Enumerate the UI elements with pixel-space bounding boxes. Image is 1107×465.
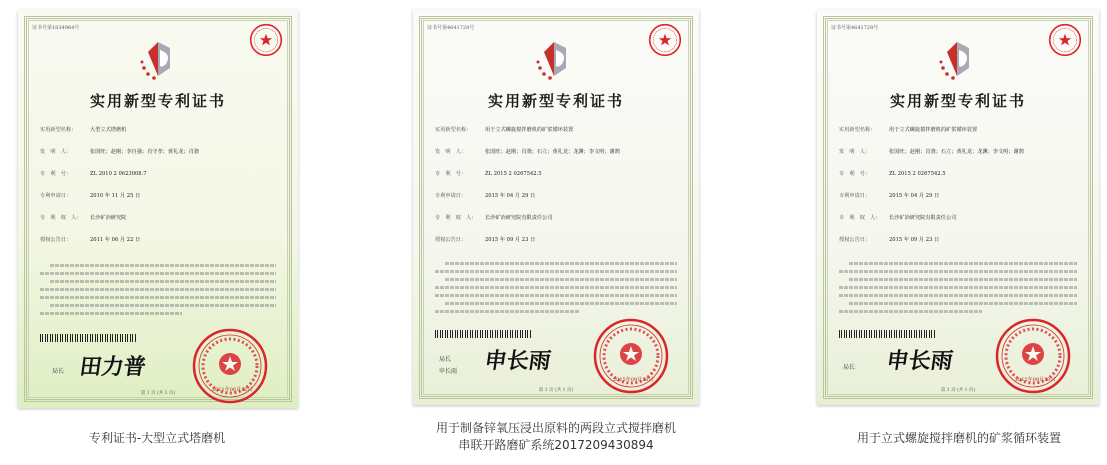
card-caption[interactable] (794, 430, 1107, 447)
certificate-body-text (839, 262, 1077, 318)
field-utility-name (435, 126, 679, 148)
field-value: 用于立式螺旋搅拌磨机的矿浆循环装置 (485, 127, 574, 133)
field-label: 授权公告日： (839, 237, 871, 243)
field-value: 张国旺；赵刚；李自强；肖守孝；黄礼龙；肖骁 (90, 149, 199, 155)
page-number: 第 1 页 (共 1 页) (538, 388, 574, 393)
certificate-barcode (40, 334, 136, 342)
gallery-card-3[interactable] (790, 0, 1107, 465)
field-patentee (40, 214, 278, 236)
page-number: 第 1 页 (共 1 页) (140, 391, 176, 396)
field-label: 发 明 人： (839, 149, 871, 155)
field-filing-date (435, 192, 679, 214)
gallery-card-2[interactable] (388, 0, 718, 465)
seal-date: 2015年09月23日 (1015, 377, 1056, 383)
director-label: 局长 (52, 368, 65, 375)
certificate-title: 实用新型专利证书 (889, 92, 1026, 110)
field-value: ZL 2015 2 0267542.5 (889, 171, 946, 177)
field-grant-date (839, 236, 1079, 258)
field-value: 长沙矿冶研究院有限责任公司 (889, 215, 957, 221)
field-value: 用于立式螺旋搅拌磨机的矿浆循环装置 (889, 127, 978, 133)
field-grant-date (435, 236, 679, 258)
certificate-title: 实用新型专利证书 (89, 92, 226, 110)
certificate-barcode (839, 330, 935, 338)
field-value: 张国旺；赵刚；肖骁；石立；黄礼龙；龙渊；李文明；谢鹄 (889, 149, 1024, 155)
field-value: 2011 年 06 月 22 日 (90, 237, 141, 243)
certificate-image[interactable] (18, 10, 298, 408)
official-red-seal-icon (647, 22, 683, 58)
certificate-image[interactable] (817, 10, 1099, 405)
field-label: 授权公告日： (435, 237, 467, 243)
certificate-number: 证书号第1834964号 (32, 25, 80, 31)
official-red-seal-icon (993, 316, 1073, 396)
field-label: 专 利 权 人： (839, 215, 881, 221)
certificate-title: 实用新型专利证书 (487, 92, 624, 110)
field-value: 2015 年 04 月 29 日 (485, 193, 536, 199)
seal-date: 2015年09月23日 (613, 377, 654, 383)
card-caption[interactable] (388, 420, 724, 454)
field-label: 专 利 号： (40, 171, 72, 177)
field-label: 实用新型名称： (40, 127, 77, 133)
field-value: 张国旺；赵刚；肖骁；石立；黄礼龙；龙渊；李文明；谢鹄 (485, 149, 620, 155)
certificate-number: 证书号第4641728号 (831, 25, 879, 31)
field-label: 发 明 人： (40, 149, 72, 155)
patent-office-emblem-icon (935, 38, 981, 84)
field-label: 专 利 权 人： (435, 215, 477, 221)
field-patentee (435, 214, 679, 236)
official-red-seal-icon (1047, 22, 1083, 58)
director-signature: 申长雨 (482, 348, 553, 374)
field-value: ZL 2010 2 0623008.7 (90, 171, 147, 177)
field-grant-date (40, 236, 278, 258)
patent-office-emblem-icon (532, 38, 578, 84)
caption-line-2: 串联开路磨矿系统2017209430894 (458, 438, 654, 452)
caption-line-1: 用于立式螺旋搅拌磨机的矿浆循环装置 (856, 431, 1061, 445)
field-inventors (40, 148, 278, 170)
field-label: 实用新型名称： (435, 127, 472, 133)
director-label: 局长 (439, 356, 452, 363)
field-inventors (435, 148, 679, 170)
patent-office-emblem-icon (136, 38, 182, 84)
field-value: 2015 年 09 月 23 日 (485, 237, 536, 243)
certificate-body-text (435, 262, 677, 318)
field-patent-number (435, 170, 679, 192)
card-caption[interactable] (0, 430, 322, 447)
field-value: 长沙矿冶研究院有限责任公司 (485, 215, 553, 221)
director-signature: 申长雨 (884, 348, 955, 374)
field-patent-number (839, 170, 1079, 192)
field-filing-date (40, 192, 278, 214)
certificate-body-text (40, 264, 276, 320)
certificate-fields (435, 126, 679, 258)
field-inventors (839, 148, 1079, 170)
field-patentee (839, 214, 1079, 236)
field-patent-number (40, 170, 278, 192)
certificate-fields (40, 126, 278, 258)
field-value: ZL 2015 2 0267542.5 (485, 171, 542, 177)
official-red-seal-icon (248, 22, 284, 58)
field-label: 专 利 权 人： (40, 215, 82, 221)
caption-line-1: 专利证书-大型立式塔磨机 (88, 431, 226, 445)
field-filing-date (839, 192, 1079, 214)
certificate-fields (839, 126, 1079, 258)
field-label: 专利申请日： (435, 193, 467, 199)
seal-date: 2011年06月22日 (212, 387, 253, 393)
certificate-number: 证书号第4641728号 (427, 25, 475, 31)
page-number: 第 1 页 (共 1 页) (940, 388, 976, 393)
gallery-card-1[interactable] (0, 0, 330, 465)
field-value: 大型立式塔磨机 (90, 127, 127, 133)
director-name: 申长雨 (439, 368, 458, 375)
certificate-barcode (435, 330, 531, 338)
official-red-seal-icon (591, 316, 671, 396)
field-label: 专利申请日： (40, 193, 72, 199)
field-utility-name (839, 126, 1079, 148)
director-label: 局长 (843, 364, 856, 371)
field-value: 2010 年 11 月 25 日 (90, 193, 141, 199)
director-signature: 田力普 (77, 354, 148, 380)
field-utility-name (40, 126, 278, 148)
field-label: 授权公告日： (40, 237, 72, 243)
field-label: 实用新型名称： (839, 127, 876, 133)
field-value: 2015 年 04 月 29 日 (889, 193, 940, 199)
certificate-image[interactable] (413, 10, 699, 405)
field-label: 发 明 人： (435, 149, 467, 155)
caption-line-1: 用于制备锌氧压浸出原料的两段立式搅拌磨机 (435, 421, 676, 435)
field-label: 专 利 号： (839, 171, 871, 177)
field-label: 专利申请日： (839, 193, 871, 199)
field-value: 2015 年 09 月 23 日 (889, 237, 940, 243)
field-label: 专 利 号： (435, 171, 467, 177)
field-value: 长沙矿冶研究院 (90, 215, 127, 221)
